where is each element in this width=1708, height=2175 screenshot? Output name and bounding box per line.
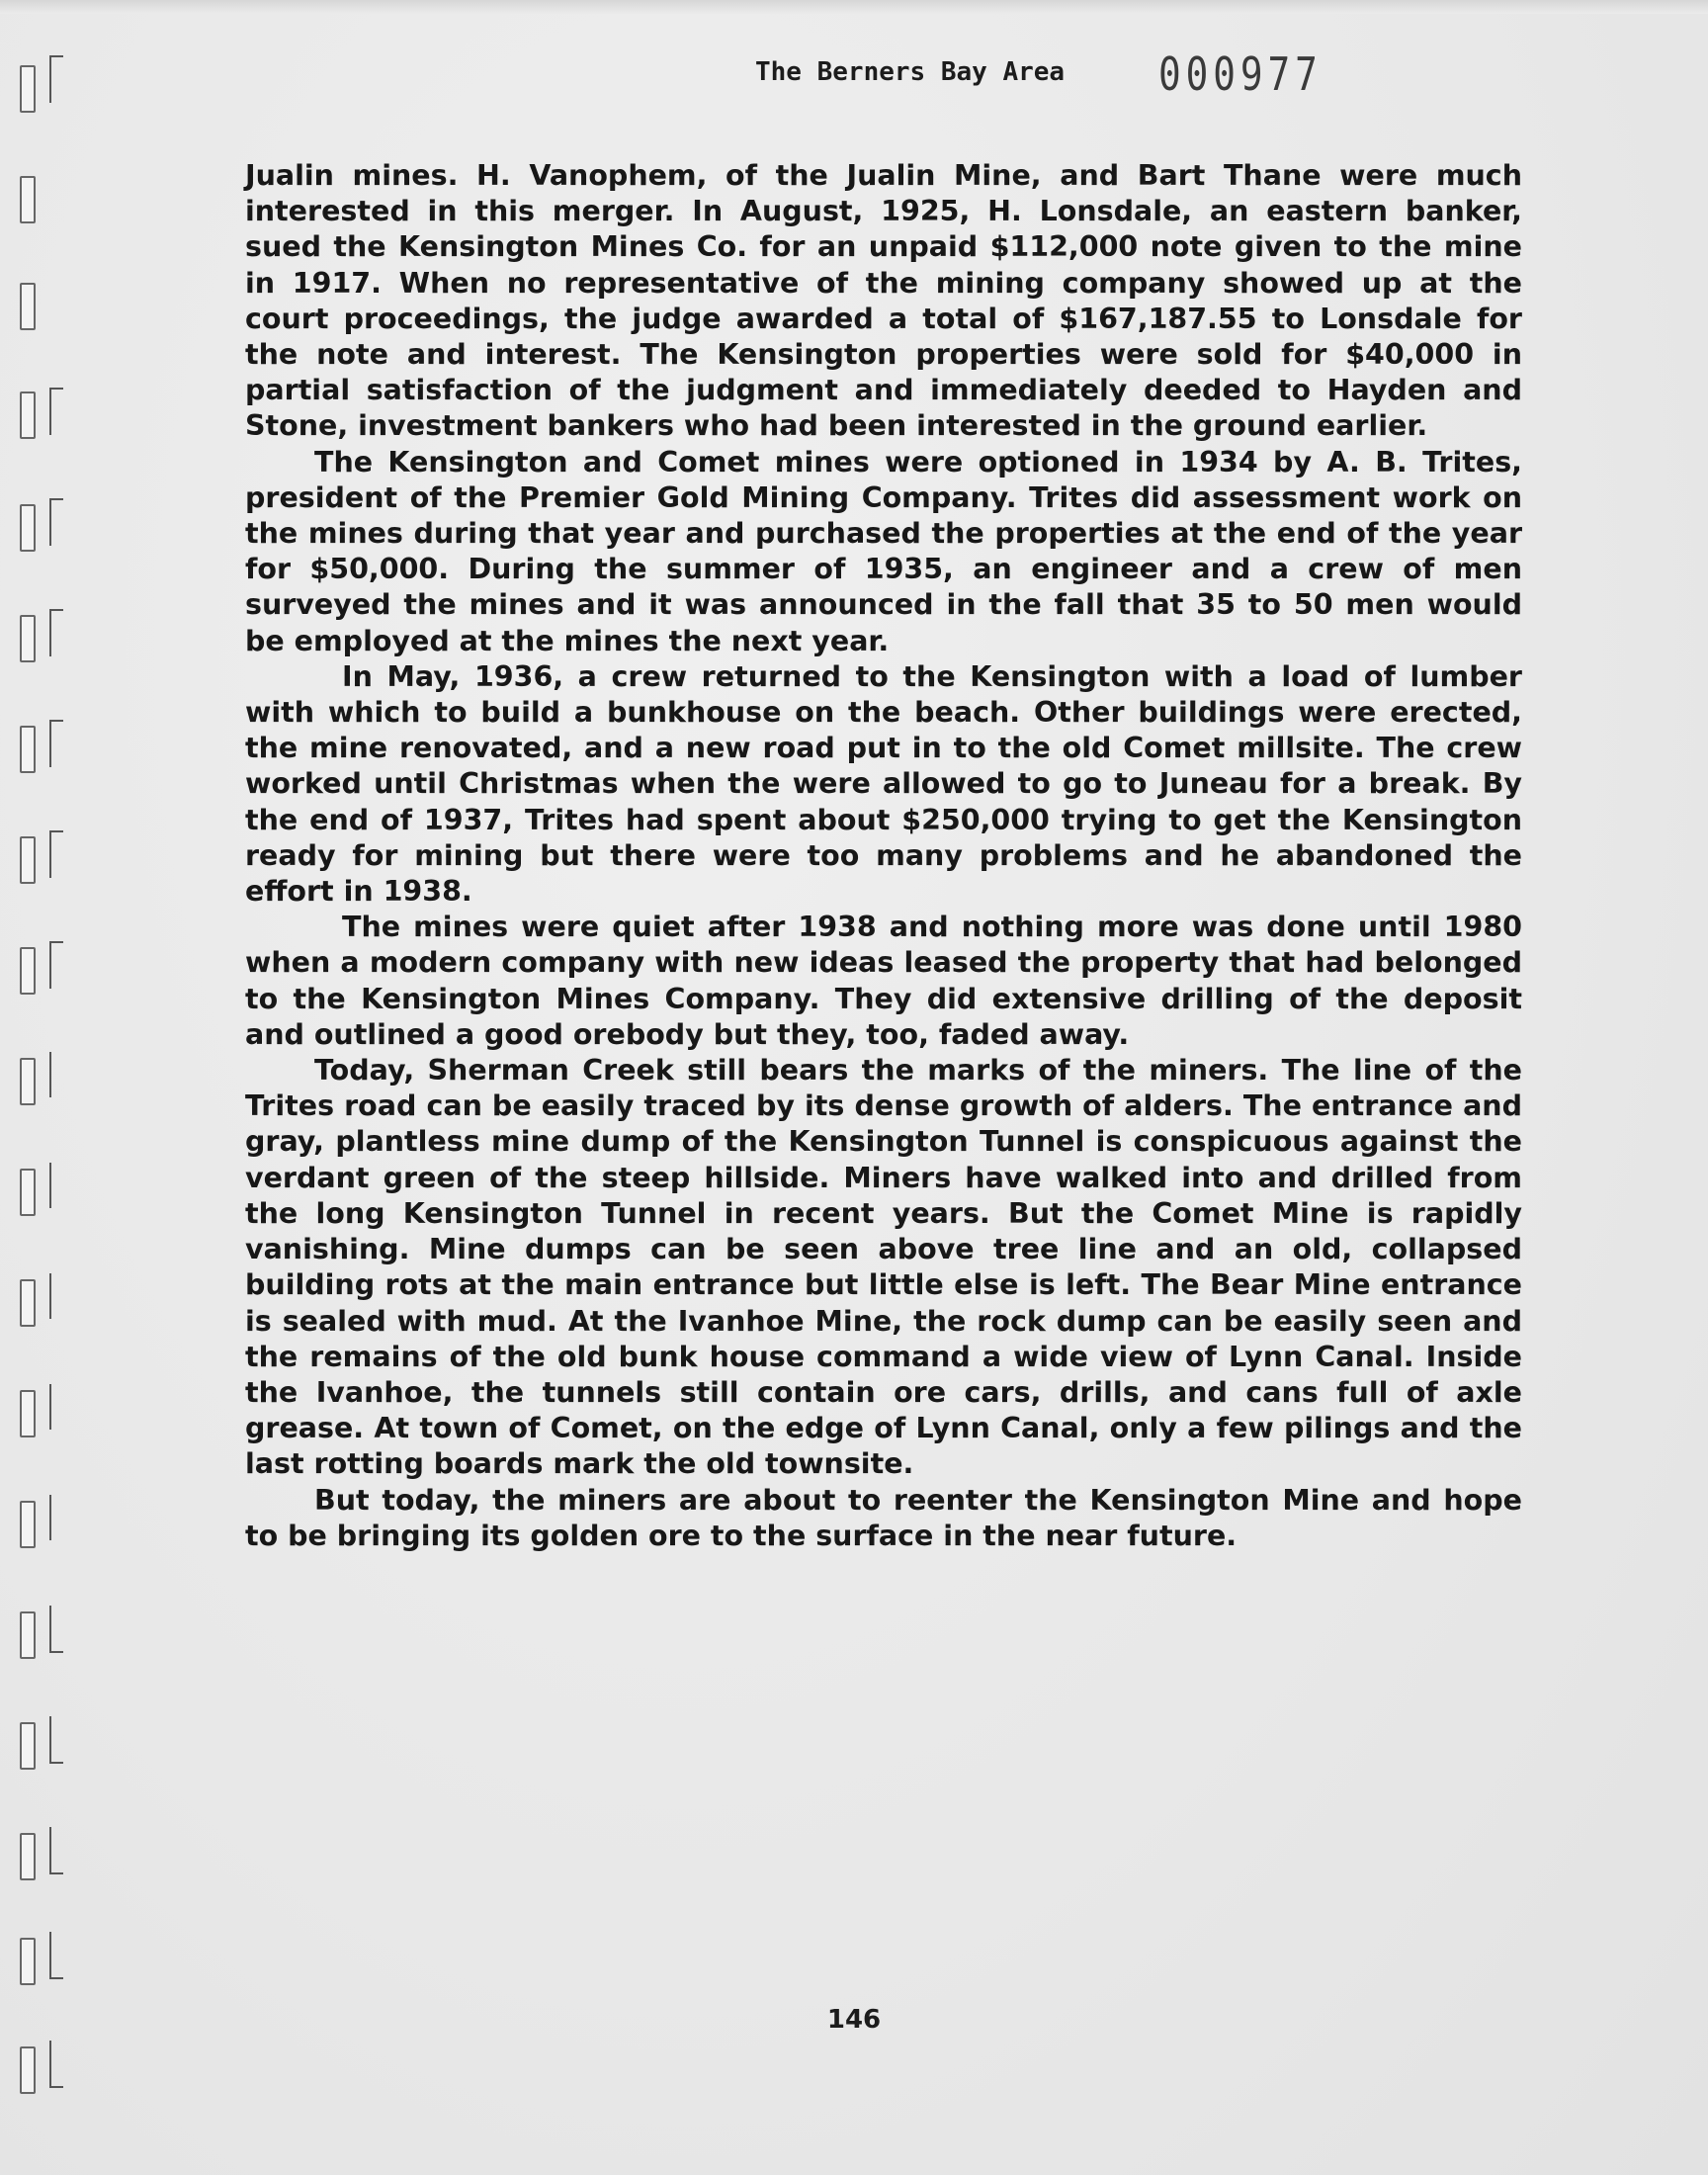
paragraph: The Kensington and Comet mines were optioned in 1934 by A. B. Trites, president of the Premier Gold Mining Company. Trites did assessment work on the mines during that year and purchased the properties at the end of the year for $50,000. During the summer of 1935, an engineer and a crew of men surveyed the mines and it was announced in the fall that 35 to 50 men would be employed at the mines the next year. bbox=[245, 445, 1522, 657]
binder-hole bbox=[20, 1938, 36, 1985]
binder-ring-mark bbox=[49, 1273, 63, 1319]
page-number: 146 bbox=[826, 2005, 882, 2035]
binder-ring-mark bbox=[49, 1495, 63, 1540]
binder-hole bbox=[20, 504, 36, 552]
binder-ring-mark bbox=[49, 720, 63, 767]
binder-hole bbox=[20, 726, 36, 773]
page-header bbox=[755, 47, 1447, 107]
binder-ring-mark bbox=[49, 1716, 63, 1764]
paragraph: The mines were quiet after 1938 and nothing more was done until 1980 when a modern company with new ideas leased the property that had belonged to the Kensington Mines Company. They did extensive drilling of the deposit and outlined a good orebody but they, too, faded away. bbox=[245, 911, 1522, 1051]
binder-ring-mark bbox=[49, 1606, 63, 1653]
binder-ring-mark bbox=[49, 1932, 63, 1979]
binder-hole bbox=[20, 176, 36, 223]
binder-ring-mark bbox=[49, 388, 63, 435]
binder-hole bbox=[20, 1169, 36, 1216]
binder-hole bbox=[20, 1279, 36, 1327]
body-text bbox=[245, 158, 1522, 1554]
binder-hole bbox=[20, 283, 36, 330]
binder-hole bbox=[20, 2046, 36, 2094]
running-header-title: The Berners Bay Area bbox=[755, 57, 1066, 87]
binder-ring-mark bbox=[49, 1384, 63, 1430]
binder-hole bbox=[20, 1611, 36, 1659]
binder-hole bbox=[20, 1501, 36, 1548]
binder-ring-mark bbox=[49, 609, 63, 656]
binder-ring-mark bbox=[49, 1052, 63, 1097]
binder-hole bbox=[20, 1058, 36, 1105]
paragraph: Today, Sherman Creek still bears the marks of the miners. The line of the Trites road can be easily traced by its dense growth of alders. The entrance and gray, plantless mine dump of the Kensington Tunnel is conspicuous against the verdant green of the steep hillside. Miners have walked into and drilled from the long Kensington Tunnel in recent years. But the Comet Mine is rapidly vanishing. Mine dumps can be seen above tree line and an old, collapsed building rots at the main entrance but little else is left. The Bear Mine entrance is sealed with mud. At the Ivanhoe Mine, the rock dump can be easily seen and the remains of the old bunk house command a wide view of Lynn Canal. Inside the Ivanhoe, the tunnels still contain ore cars, drills, and cans full of axle grease. At town of Comet, on the edge of Lynn Canal, only a few pilings and the last rotting boards mark the old townsite. bbox=[245, 1054, 1522, 1481]
binder-ring-mark bbox=[49, 498, 63, 546]
binder-hole bbox=[20, 1833, 36, 1880]
binder-ring-mark bbox=[49, 1163, 63, 1208]
binder-ring-mark bbox=[49, 830, 63, 878]
paragraph: But today, the miners are about to reenter the Kensington Mine and hope to be bringing its golden ore to the surface in the near future. bbox=[245, 1483, 1522, 1552]
scan-top-edge bbox=[0, 0, 1708, 14]
paragraph: Jualin mines. H. Vanophem, of the Jualin Mine, and Bart Thane were much interested in this merger. In August, 1925, H. Lonsdale, an eastern banker, sued the Kensington Mines Co. for an unpaid $112,000 note given to the mine in 1917. When no representative of the mining company showed up at the court proceedings, the judge awarded a total of $167,187.55 to Lonsdale for the note and interest. The Kensington properties were sold for $40,000 in partial satisfaction of the judgment and immediately deeded to Hayden and Stone, investment bankers who had been interested in the ground earlier. bbox=[245, 159, 1522, 443]
binder-ring-mark bbox=[49, 1827, 63, 1874]
paragraph: In May, 1936, a crew returned to the Kensington with a load of lumber with which to build a bunkhouse on the beach. Other buildings were erected, the mine renovated, and a new road put in to the old Comet millsite. The crew worked until Christmas when the were allowed to go to Juneau for a break. By the end of 1937, Trites had spent about $250,000 trying to get the Kensington ready for mining but there were too many problems and he abandoned the effort in 1938. bbox=[245, 659, 1522, 909]
binder-hole bbox=[20, 1390, 36, 1437]
binder-ring-mark bbox=[49, 2041, 63, 2088]
binder-hole bbox=[20, 392, 36, 439]
binder-ring-mark bbox=[49, 941, 63, 989]
binder-hole bbox=[20, 1722, 36, 1770]
binder-hole bbox=[20, 65, 36, 113]
binder-hole bbox=[20, 947, 36, 995]
binder-hole bbox=[20, 615, 36, 662]
bates-stamp-number: 000977 bbox=[1158, 47, 1323, 101]
binder-holes bbox=[0, 0, 89, 2175]
binder-hole bbox=[20, 836, 36, 884]
binder-ring-mark bbox=[49, 55, 63, 103]
